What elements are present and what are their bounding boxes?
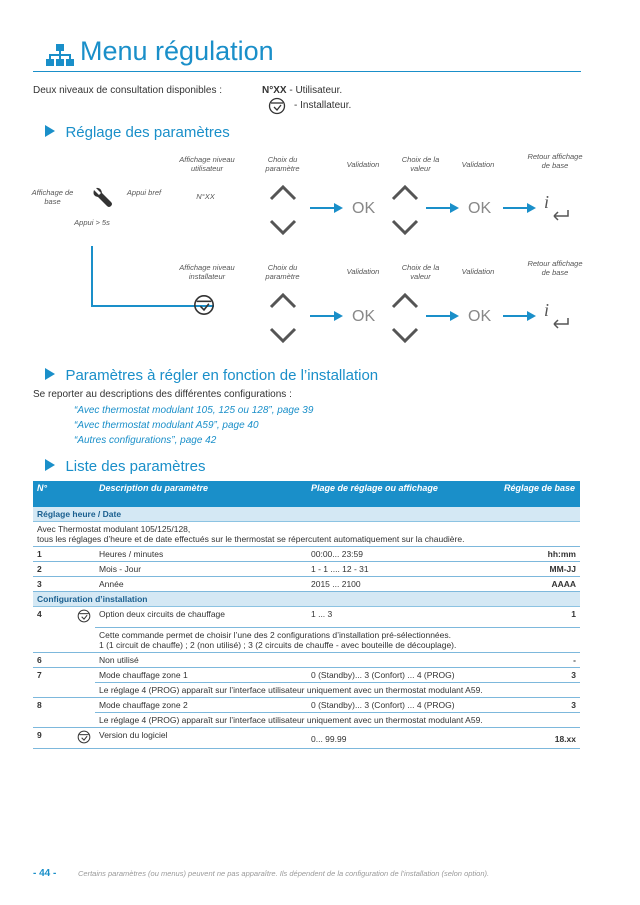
arrow-right-icon — [426, 202, 460, 214]
link-thermostat-105[interactable]: “Avec thermostat modulant 105, 125 ou 128”, page 39 — [74, 405, 314, 416]
table-row: 9 Version du logiciel 0... 99.99 18.xx — [33, 727, 580, 748]
wrench-icon — [92, 186, 114, 208]
row-note: Le réglage 4 (PROG) apparaît sur l’interface utilisateur uniquement avec un thermostat modulant A59. — [33, 712, 580, 727]
installer-icon — [193, 294, 215, 316]
label-retour-2: Retour affichage de base — [527, 259, 583, 277]
label-validation-1b: Validation — [461, 160, 495, 169]
info-icon: i — [544, 300, 550, 320]
user-code: N°XX — [262, 85, 287, 96]
label-affichage-base: Affichage de base — [31, 188, 74, 206]
arrow-right-icon — [310, 202, 344, 214]
installer-icon — [77, 609, 91, 623]
consult-label: Deux niveaux de consultation disponibles : — [33, 85, 223, 96]
table-header — [33, 481, 580, 507]
ok-button-1: OK — [352, 200, 376, 217]
page-title: Menu régulation — [80, 36, 274, 66]
sitemap-icon — [46, 44, 74, 68]
label-retour-1: Retour affichage de base — [527, 152, 583, 170]
triangle-icon — [45, 125, 55, 137]
consult-installer: - Installateur. — [294, 100, 352, 111]
row-note: Le réglage 4 (PROG) apparaît sur l’interface utilisateur uniquement avec un thermostat modulant A59. — [33, 682, 580, 697]
page-number: - 44 - — [33, 868, 57, 879]
row-note — [33, 627, 580, 652]
label-validation-2a: Validation — [346, 267, 380, 276]
user-text: - Utilisateur. — [286, 85, 343, 96]
section-param-install — [45, 367, 378, 385]
label-validation-1a: Validation — [346, 160, 380, 169]
chevron-up-icon — [268, 290, 298, 310]
header-n: N° — [33, 481, 73, 507]
label-validation-2b: Validation — [461, 267, 495, 276]
info-icon: i — [544, 192, 550, 212]
group-heure-date: Réglage heure / Date — [33, 507, 580, 522]
footer-note: Certains paramètres (ou menus) peuvent ne pas apparaître. Ils dépendent de la configuration de l’installation (selon option). — [78, 869, 490, 878]
arrow-right-icon — [426, 310, 460, 322]
return-icon — [552, 208, 570, 222]
ok-button-4: OK — [468, 308, 492, 325]
table-row: 6 Non utilisé - — [33, 652, 580, 667]
table-row: 4 Option deux circuits de chauffage 1 ... 3 1 — [33, 607, 580, 628]
label-choix-param-2: Choix du paramètre — [265, 263, 300, 281]
section-reglage — [45, 124, 230, 142]
chevron-down-icon — [390, 326, 420, 346]
section-liste-title: Liste des paramètres — [65, 458, 206, 475]
label-choix-valeur-1: Choix de la valeur — [401, 155, 440, 173]
table-row: 8 Mode chauffage zone 2 0 (Standby)... 3 (Confort) ... 4 (PROG) 3 — [33, 697, 580, 712]
header-range: Plage de réglage ou affichage — [307, 481, 499, 507]
note-line-1: Avec Thermostat modulant 105/125/128, — [37, 524, 191, 534]
chevron-down-icon — [268, 218, 298, 238]
chevron-up-icon — [390, 290, 420, 310]
label-affichage-util: Affichage niveau utilisateur — [179, 155, 235, 173]
section-liste — [45, 458, 206, 476]
chevron-down-icon — [390, 218, 420, 238]
label-choix-param-1: Choix du paramètre — [265, 155, 300, 173]
label-nxx: N°XX — [196, 192, 215, 201]
label-appui-5s: Appui > 5s — [74, 218, 110, 227]
triangle-icon — [45, 459, 55, 471]
group-note — [33, 522, 580, 547]
label-appui-bref: Appui bref — [126, 188, 162, 197]
label-choix-valeur-2: Choix de la valeur — [401, 263, 440, 281]
header-desc: Description du paramètre — [95, 481, 307, 507]
group-configuration: Configuration d’installation — [33, 592, 580, 607]
ok-button-3: OK — [352, 308, 376, 325]
table-row: 7 Mode chauffage zone 1 0 (Standby)... 3 (Confort) ... 4 (PROG) 3 — [33, 667, 580, 682]
chevron-down-icon — [268, 326, 298, 346]
section-reglage-title: Réglage des paramètres — [65, 124, 230, 141]
parameter-table — [33, 481, 580, 749]
table-row: 1 Heures / minutes 00:00... 23:59 hh:mm — [33, 547, 580, 562]
ok-button-2: OK — [468, 200, 492, 217]
arrow-right-icon — [503, 310, 537, 322]
link-autres-config[interactable]: “Autres configurations”, page 42 — [74, 435, 217, 446]
return-icon — [552, 316, 570, 330]
title-rule — [33, 71, 581, 72]
r4-note-1: Cette commande permet de choisir l’une des 2 configurations d’installation pré-sélectionnées. — [99, 629, 451, 640]
triangle-icon — [45, 368, 55, 380]
section-param-install-title: Paramètres à régler en fonction de l’installation — [65, 367, 379, 384]
r4-note-2: 1 (1 circuit de chauffe) ; 2 (non utilisé) ; 3 (2 circuits de chauffe - avec bouteille de découplage). — [99, 639, 457, 650]
label-affichage-inst: Affichage niveau installateur — [179, 263, 235, 281]
consult-user — [262, 85, 342, 96]
table-row: 2 Mois - Jour 1 - 1 .... 12 - 31 MM-JJ — [33, 562, 580, 577]
chevron-up-icon — [268, 182, 298, 202]
installer-icon — [268, 97, 286, 115]
arrow-right-icon — [310, 310, 344, 322]
installer-icon — [77, 730, 91, 744]
table-row: 3 Année 2015 ... 2100 AAAA — [33, 577, 580, 592]
chevron-up-icon — [390, 182, 420, 202]
header-base: Réglage de base — [499, 481, 580, 507]
refer-intro: Se reporter au descriptions des différentes configurations : — [33, 389, 292, 400]
arrow-right-icon — [503, 202, 537, 214]
link-thermostat-a59[interactable]: “Avec thermostat modulant A59”, page 40 — [74, 420, 259, 431]
note-line-2: tous les réglages d’heure et de date effectués sur le thermostat se répercutent automatiquement sur la chaudière. — [37, 534, 465, 544]
